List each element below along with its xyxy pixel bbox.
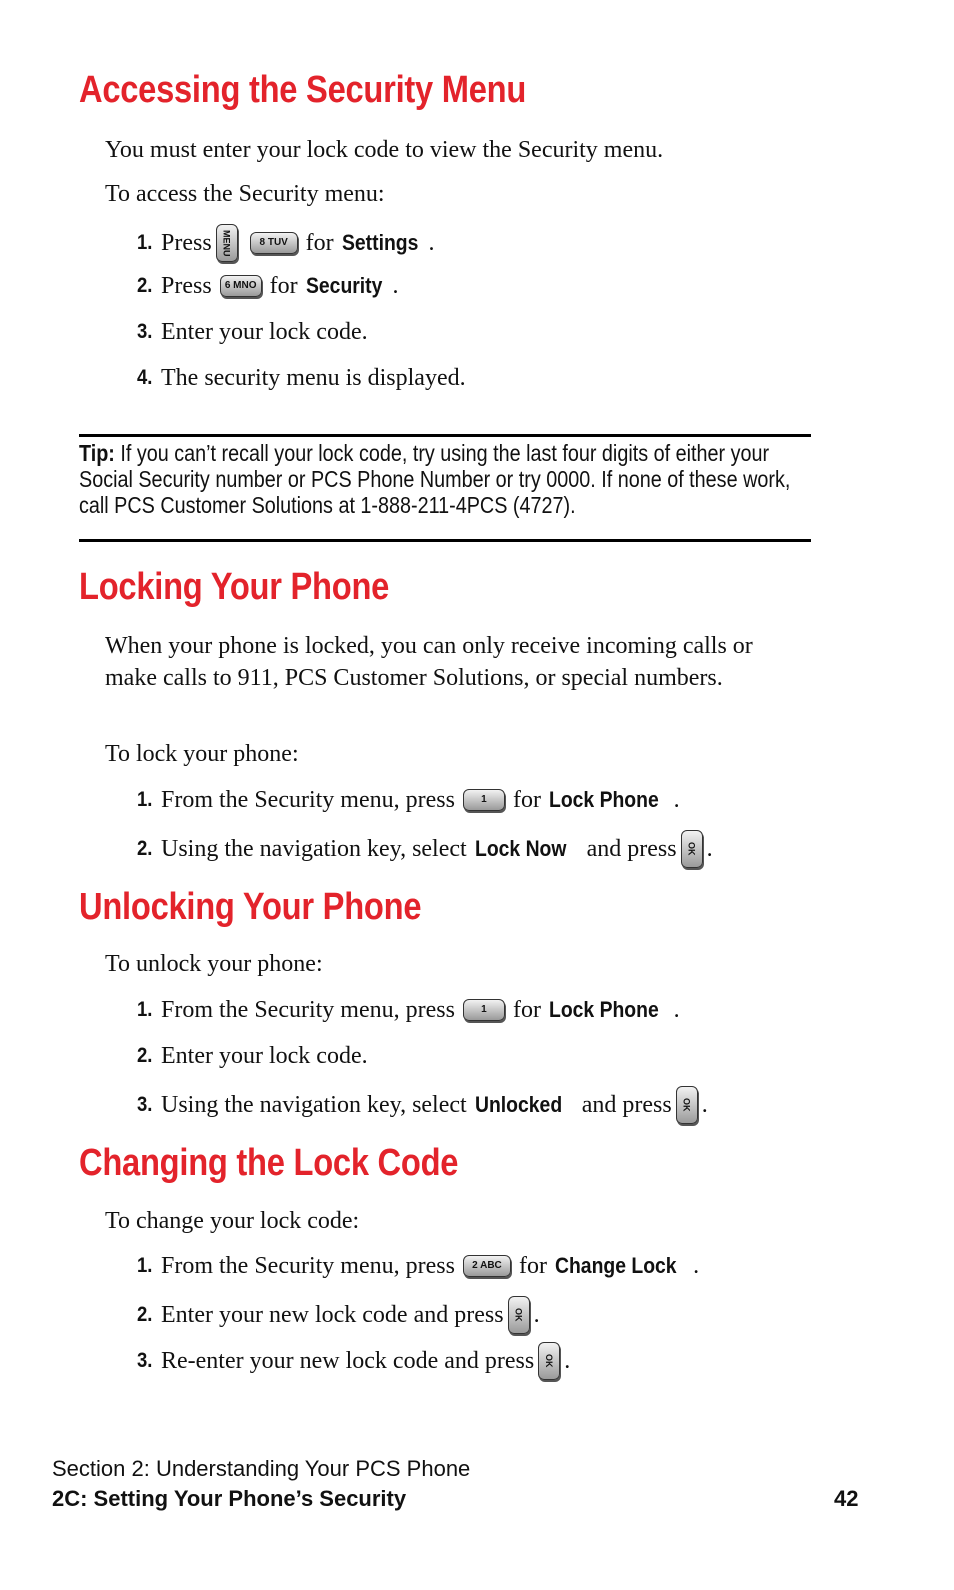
step-item: [137, 1040, 368, 1072]
step-bold-label: Change Lock: [554, 1253, 677, 1278]
step-number: 2.: [137, 1044, 153, 1067]
step-item: [137, 1296, 540, 1334]
step-number: 1.: [137, 231, 153, 254]
ok-key-icon: OK: [681, 830, 703, 868]
step-text: Enter your lock code.: [161, 1043, 368, 1069]
paragraph-lead: To lock your phone:: [105, 741, 299, 767]
paragraph-lead: To unlock your phone:: [105, 951, 323, 977]
step-item: [137, 1250, 699, 1282]
step-text: for: [305, 230, 334, 256]
key-2-icon: 2 ABC: [463, 1255, 511, 1277]
step-number: 1.: [137, 1254, 153, 1277]
step-text: From the Security menu, press: [161, 1253, 455, 1279]
key-8-icon: 8 TUV: [250, 232, 298, 254]
ok-key-icon: OK: [538, 1342, 560, 1380]
step-item: [137, 1086, 708, 1124]
tip-label: Tip:: [79, 440, 115, 466]
step-punct: .: [533, 1302, 540, 1328]
step-number: 3.: [137, 320, 153, 343]
step-text: From the Security menu, press: [161, 787, 455, 813]
paragraph-lead: To change your lock code:: [105, 1208, 360, 1234]
step-text: Re-enter your new lock code and press: [161, 1348, 535, 1374]
step-item: [137, 224, 434, 262]
key-1-icon: 1: [463, 789, 505, 811]
step-text: for: [269, 273, 298, 299]
step-text: for: [512, 997, 541, 1023]
step-punct: .: [673, 787, 680, 813]
step-bold-label: Unlocked: [474, 1092, 562, 1117]
tip-rule-top: [79, 434, 811, 437]
key-1-icon: 1: [463, 999, 505, 1021]
step-number: 2.: [137, 1303, 153, 1326]
step-text: The security menu is displayed.: [161, 365, 466, 391]
step-number: 2.: [137, 274, 153, 297]
step-number: 3.: [137, 1349, 153, 1372]
paragraph-lead: To access the Security menu:: [105, 181, 385, 207]
step-bold-label: Lock Phone: [548, 787, 659, 812]
footer-chapter: 2C: Setting Your Phone’s Security: [52, 1486, 407, 1511]
step-punct: .: [392, 273, 399, 299]
step-punct: .: [428, 230, 435, 256]
step-item: [137, 1342, 570, 1380]
menu-key-icon: MENU: [216, 224, 238, 262]
step-punct: .: [706, 836, 713, 862]
paragraph-intro: When your phone is locked, you can only receive incoming calls or make calls to 911, PCS Customer Solutions, or special numbers.: [105, 633, 753, 691]
paragraph-intro: You must enter your lock code to view the Security menu.: [105, 137, 664, 163]
step-item: [137, 362, 466, 394]
step-text: Using the navigation key, select: [161, 836, 467, 862]
step-punct: .: [701, 1092, 708, 1118]
step-number: 3.: [137, 1093, 153, 1116]
step-item: [137, 830, 713, 868]
step-punct: .: [693, 1253, 700, 1279]
page-number: 42: [834, 1486, 859, 1511]
footer-section: Section 2: Understanding Your PCS Phone: [52, 1456, 471, 1481]
step-text: Press: [161, 230, 212, 256]
tip-box: [79, 440, 810, 518]
ok-key-icon: OK: [676, 1086, 698, 1124]
tip-text: If you can’t recall your lock code, try using the last four digits of either your Social Security number or PCS Phone Number or try 0000. If none of these work, call PCS Customer Solutions at 1-888-211-4PCS (4727).: [79, 440, 791, 518]
key-6-icon: 6 MNO: [220, 275, 262, 297]
step-item: [137, 316, 368, 348]
step-number: 1.: [137, 788, 153, 811]
step-text: Using the navigation key, select: [161, 1092, 467, 1118]
step-punct: .: [564, 1348, 571, 1374]
step-bold-label: Settings: [341, 230, 419, 255]
ok-key-icon: OK: [508, 1296, 530, 1334]
heading-locking-your-phone: Locking Your Phone: [79, 566, 390, 608]
tip-rule-bottom: [79, 539, 811, 542]
heading-changing-lock-code: Changing the Lock Code: [79, 1142, 459, 1184]
step-text: and press: [581, 1092, 672, 1118]
heading-accessing-security-menu: Accessing the Security Menu: [79, 69, 527, 111]
step-text: Press: [161, 273, 212, 299]
step-text: Enter your new lock code and press: [161, 1302, 504, 1328]
step-number: 1.: [137, 998, 153, 1021]
step-bold-label: Security: [305, 273, 383, 298]
step-text: for: [518, 1253, 547, 1279]
step-text: for: [512, 787, 541, 813]
step-bold-label: Lock Now: [474, 836, 567, 861]
step-text: From the Security menu, press: [161, 997, 455, 1023]
step-bold-label: Lock Phone: [548, 997, 659, 1022]
step-number: 2.: [137, 837, 153, 860]
heading-unlocking-your-phone: Unlocking Your Phone: [79, 886, 422, 928]
step-text: Enter your lock code.: [161, 319, 368, 345]
step-number: 4.: [137, 366, 153, 389]
step-text: and press: [586, 836, 677, 862]
step-item: [137, 994, 680, 1026]
step-item: [137, 784, 680, 816]
step-item: [137, 270, 398, 302]
step-punct: .: [673, 997, 680, 1023]
